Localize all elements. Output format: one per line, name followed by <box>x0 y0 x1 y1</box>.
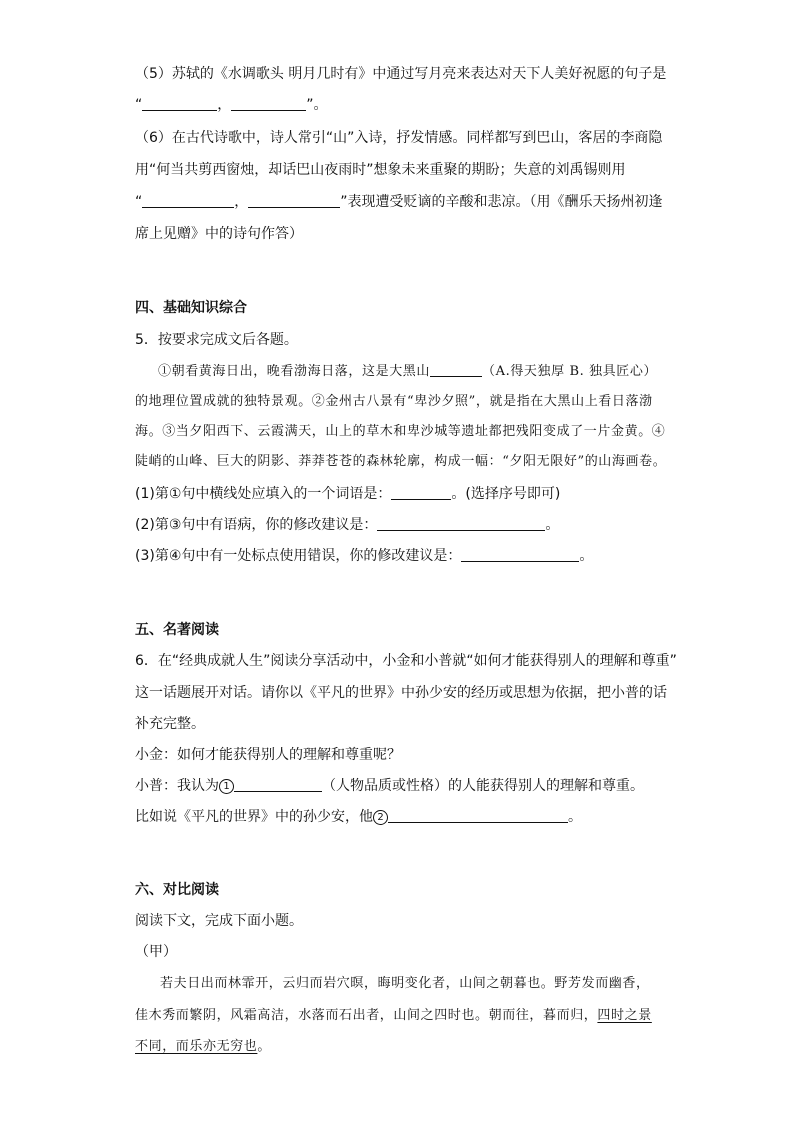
section4-sub1: (1)第①句中横线处应填入的一个词语是： 。(选择序号即可) <box>135 486 561 502</box>
q6-poem-line4: 席上见赠》中的诗句作答） <box>135 226 303 242</box>
section6-passage-line2: 佳木秀而繁阴，风霜高洁，水落而石出者，山间之四时也。朝而往，暮而归，四时之景 <box>135 1008 652 1023</box>
section6-passage-line3: 不同，而乐亦无穷也。 <box>135 1039 272 1054</box>
underlined-text: 四时之景 <box>597 1008 652 1023</box>
answer-blank[interactable] <box>142 193 234 208</box>
section4-passage-line4: 陡峭的山峰、巨大的阴影、莽莽苍苍的森林轮廓，构成一幅：“夕阳无限好”的山海画卷。 <box>135 454 667 469</box>
section4-sub2: (2)第③句中有语病，你的修改建议是： 。 <box>135 517 560 533</box>
q5-line2: “ ， ”。 <box>135 97 328 113</box>
answer-blank[interactable] <box>461 547 579 562</box>
underlined-text: 不同，而乐亦无穷也 <box>135 1039 258 1054</box>
section5-line5: 小普：我认为 1 （人物品质或性格）的人能获得别人的理解和尊重。 <box>135 778 644 794</box>
answer-blank[interactable] <box>248 193 340 208</box>
section5-line3: 补充完整。 <box>135 716 205 732</box>
section5-line1: 6．在“经典成就人生”阅读分享活动中，小金和小普就“如何才能获得别人的理解和尊重” <box>135 653 677 669</box>
answer-blank[interactable] <box>388 808 568 823</box>
section6-label: （甲） <box>135 944 177 960</box>
circled-number-2: 2 <box>373 810 388 825</box>
section4-heading: 四、基础知识综合 <box>135 300 247 316</box>
section4-passage-line2: 的地理位置成就的独特景观。②金州古八景有“卑沙夕照”，就是指在大黑山上看日落渤 <box>135 394 653 409</box>
circled-number-1: 1 <box>219 779 234 794</box>
section6-passage-line1: 若夫日出而林霏开，云归而岩穴暝，晦明变化者，山间之朝暮也。野芳发而幽香， <box>160 976 650 991</box>
section4-sub3: (3)第④句中有一处标点使用错误，你的修改建议是： 。 <box>135 548 594 564</box>
section5-line2: 这一话题展开对话。请你以《平凡的世界》中孙少安的经历或思想为依据，把小普的话 <box>135 685 667 701</box>
section6-line1: 阅读下文，完成下面小题。 <box>135 913 303 929</box>
q5-line1: （5）苏轼的《水调歌头 明月几时有》中通过写月亮来表达对天下人美好祝愿的句子是 <box>135 66 667 82</box>
answer-blank[interactable] <box>430 362 482 377</box>
section5-heading: 五、名著阅读 <box>135 622 219 638</box>
answer-blank[interactable] <box>234 777 322 792</box>
answer-blank[interactable] <box>142 96 217 111</box>
section4-passage-line3: 海。③当夕阳西下、云霞满天，山上的草木和卑沙城等遗址都把残阳变成了一片金黄。④ <box>135 424 666 439</box>
answer-blank[interactable] <box>377 516 545 531</box>
q6-poem-line2: 用“何当共剪西窗烛，却话巴山夜雨时”想象未来重聚的期盼；失意的刘禹锡则用 <box>135 162 626 178</box>
q6-poem-line3: “ ， ”表现遭受贬谪的辛酸和悲凉。（用《酬乐天扬州初逢 <box>135 194 663 210</box>
section4-passage-line1: ①朝看黄海日出，晚看渤海日落，这是大黑山 （A.得天独厚 B. 独具匠心） <box>158 364 658 379</box>
section4-question: 5．按要求完成文后各题。 <box>135 332 298 348</box>
section5-line6: 比如说《平凡的世界》中的孙少安，他 2 。 <box>135 809 582 825</box>
answer-blank[interactable] <box>391 485 451 500</box>
answer-blank[interactable] <box>231 96 306 111</box>
section5-line4: 小金：如何才能获得别人的理解和尊重呢？ <box>135 747 401 763</box>
section6-heading: 六、对比阅读 <box>135 882 219 898</box>
q6-poem-line1: （6）在古代诗歌中，诗人常引“山”入诗，抒发情感。同样都写到巴山，客居的李商隐 <box>135 130 663 146</box>
